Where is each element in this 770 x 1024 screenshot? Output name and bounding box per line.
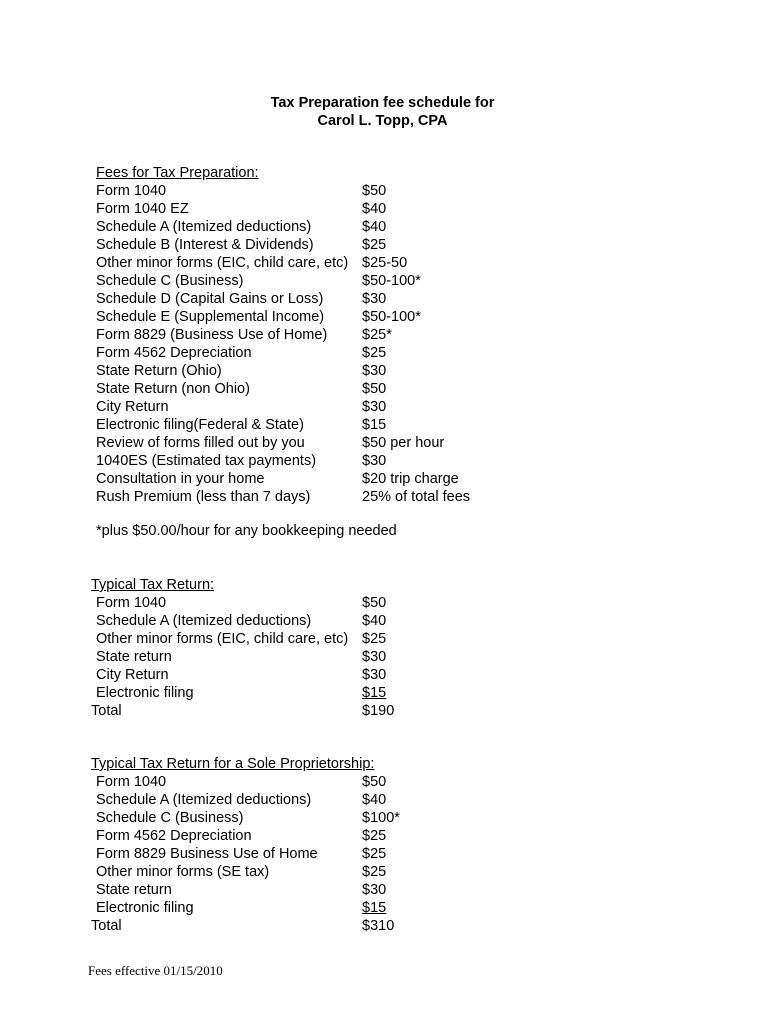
fee-label: Schedule C (Business): [96, 273, 244, 289]
typical-value: $25: [362, 631, 387, 647]
fee-label: Form 1040 EZ: [96, 201, 189, 217]
fees-heading: Fees for Tax Preparation:: [96, 165, 259, 181]
sole-label: Electronic filing: [96, 900, 194, 916]
sole-value: $25: [362, 846, 387, 862]
typical-total-label: Total: [91, 703, 122, 719]
fee-label: State Return (Ohio): [96, 363, 222, 379]
fee-value: $30: [362, 399, 387, 415]
typical-value: $30: [362, 667, 387, 683]
sole-label: State return: [96, 882, 172, 898]
fee-label: Form 8829 (Business Use of Home): [96, 327, 328, 343]
fee-label: Form 1040: [96, 183, 167, 199]
sole-proprietorship-heading: Typical Tax Return for a Sole Proprietorship:: [91, 756, 375, 772]
fee-label: Form 4562 Depreciation: [96, 345, 252, 361]
fee-value: $50: [362, 381, 387, 397]
fee-label: 1040ES (Estimated tax payments): [96, 453, 317, 469]
fee-label: Other minor forms (EIC, child care, etc): [96, 255, 349, 271]
sole-value: $15: [362, 900, 387, 916]
fee-value: $50: [362, 183, 387, 199]
fees-effective-footer: Fees effective 01/15/2010: [88, 963, 223, 978]
typical-label: Schedule A (Itemized deductions): [96, 613, 312, 629]
fee-value: $25*: [362, 327, 392, 343]
fee-value: $25: [362, 345, 387, 361]
sole-label: Other minor forms (SE tax): [96, 864, 270, 880]
fee-label: Rush Premium (less than 7 days): [96, 489, 311, 505]
sole-label: Schedule A (Itemized deductions): [96, 792, 312, 808]
sole-value: $100*: [362, 810, 400, 826]
typical-label: Other minor forms (EIC, child care, etc): [96, 631, 349, 647]
bookkeeping-note: *plus $50.00/hour for any bookkeeping needed: [96, 523, 397, 539]
typical-value: $15: [362, 685, 387, 701]
fee-label: Consultation in your home: [96, 471, 265, 487]
document-title-line-2: Carol L. Topp, CPA: [317, 113, 448, 129]
fee-label: Schedule D (Capital Gains or Loss): [96, 291, 324, 307]
fee-label: Schedule A (Itemized deductions): [96, 219, 312, 235]
typical-value: $30: [362, 649, 387, 665]
fee-label: Electronic filing(Federal & State): [96, 417, 304, 433]
typical-total-value: $190: [362, 703, 395, 719]
document-title-line-1: Tax Preparation fee schedule for: [270, 95, 495, 111]
sole-label: Form 1040: [96, 774, 167, 790]
sole-label: Form 8829 Business Use of Home: [96, 846, 318, 862]
sole-total-label: Total: [91, 918, 122, 934]
fee-label: State Return (non Ohio): [96, 381, 250, 397]
sole-value: $25: [362, 864, 387, 880]
fee-label: Schedule E (Supplemental Income): [96, 309, 325, 325]
fee-value: $25-50: [362, 255, 408, 271]
sole-value: $30: [362, 882, 387, 898]
fee-value: 25% of total fees: [362, 489, 471, 505]
typical-value: $50: [362, 595, 387, 611]
sole-value: $40: [362, 792, 387, 808]
fee-value: $30: [362, 363, 387, 379]
typical-return-heading: Typical Tax Return:: [91, 577, 215, 593]
sole-label: Form 4562 Depreciation: [96, 828, 252, 844]
fee-label: City Return: [96, 399, 169, 415]
fee-value: $40: [362, 219, 387, 235]
typical-value: $40: [362, 613, 387, 629]
fee-value: $15: [362, 417, 387, 433]
sole-value: $50: [362, 774, 387, 790]
fee-label: Review of forms filled out by you: [96, 435, 305, 451]
typical-label: State return: [96, 649, 172, 665]
fee-value: $30: [362, 291, 387, 307]
typical-label: Electronic filing: [96, 685, 194, 701]
fee-value: $25: [362, 237, 387, 253]
fee-value: $30: [362, 453, 387, 469]
typical-label: Form 1040: [96, 595, 167, 611]
fee-value: $50-100*: [362, 309, 421, 325]
sole-label: Schedule C (Business): [96, 810, 244, 826]
fee-value: $40: [362, 201, 387, 217]
fee-value: $50-100*: [362, 273, 421, 289]
typical-label: City Return: [96, 667, 169, 683]
sole-total-value: $310: [362, 918, 395, 934]
fee-label: Schedule B (Interest & Dividends): [96, 237, 314, 253]
fee-value: $20 trip charge: [362, 471, 459, 487]
sole-value: $25: [362, 828, 387, 844]
fee-value: $50 per hour: [362, 435, 445, 451]
